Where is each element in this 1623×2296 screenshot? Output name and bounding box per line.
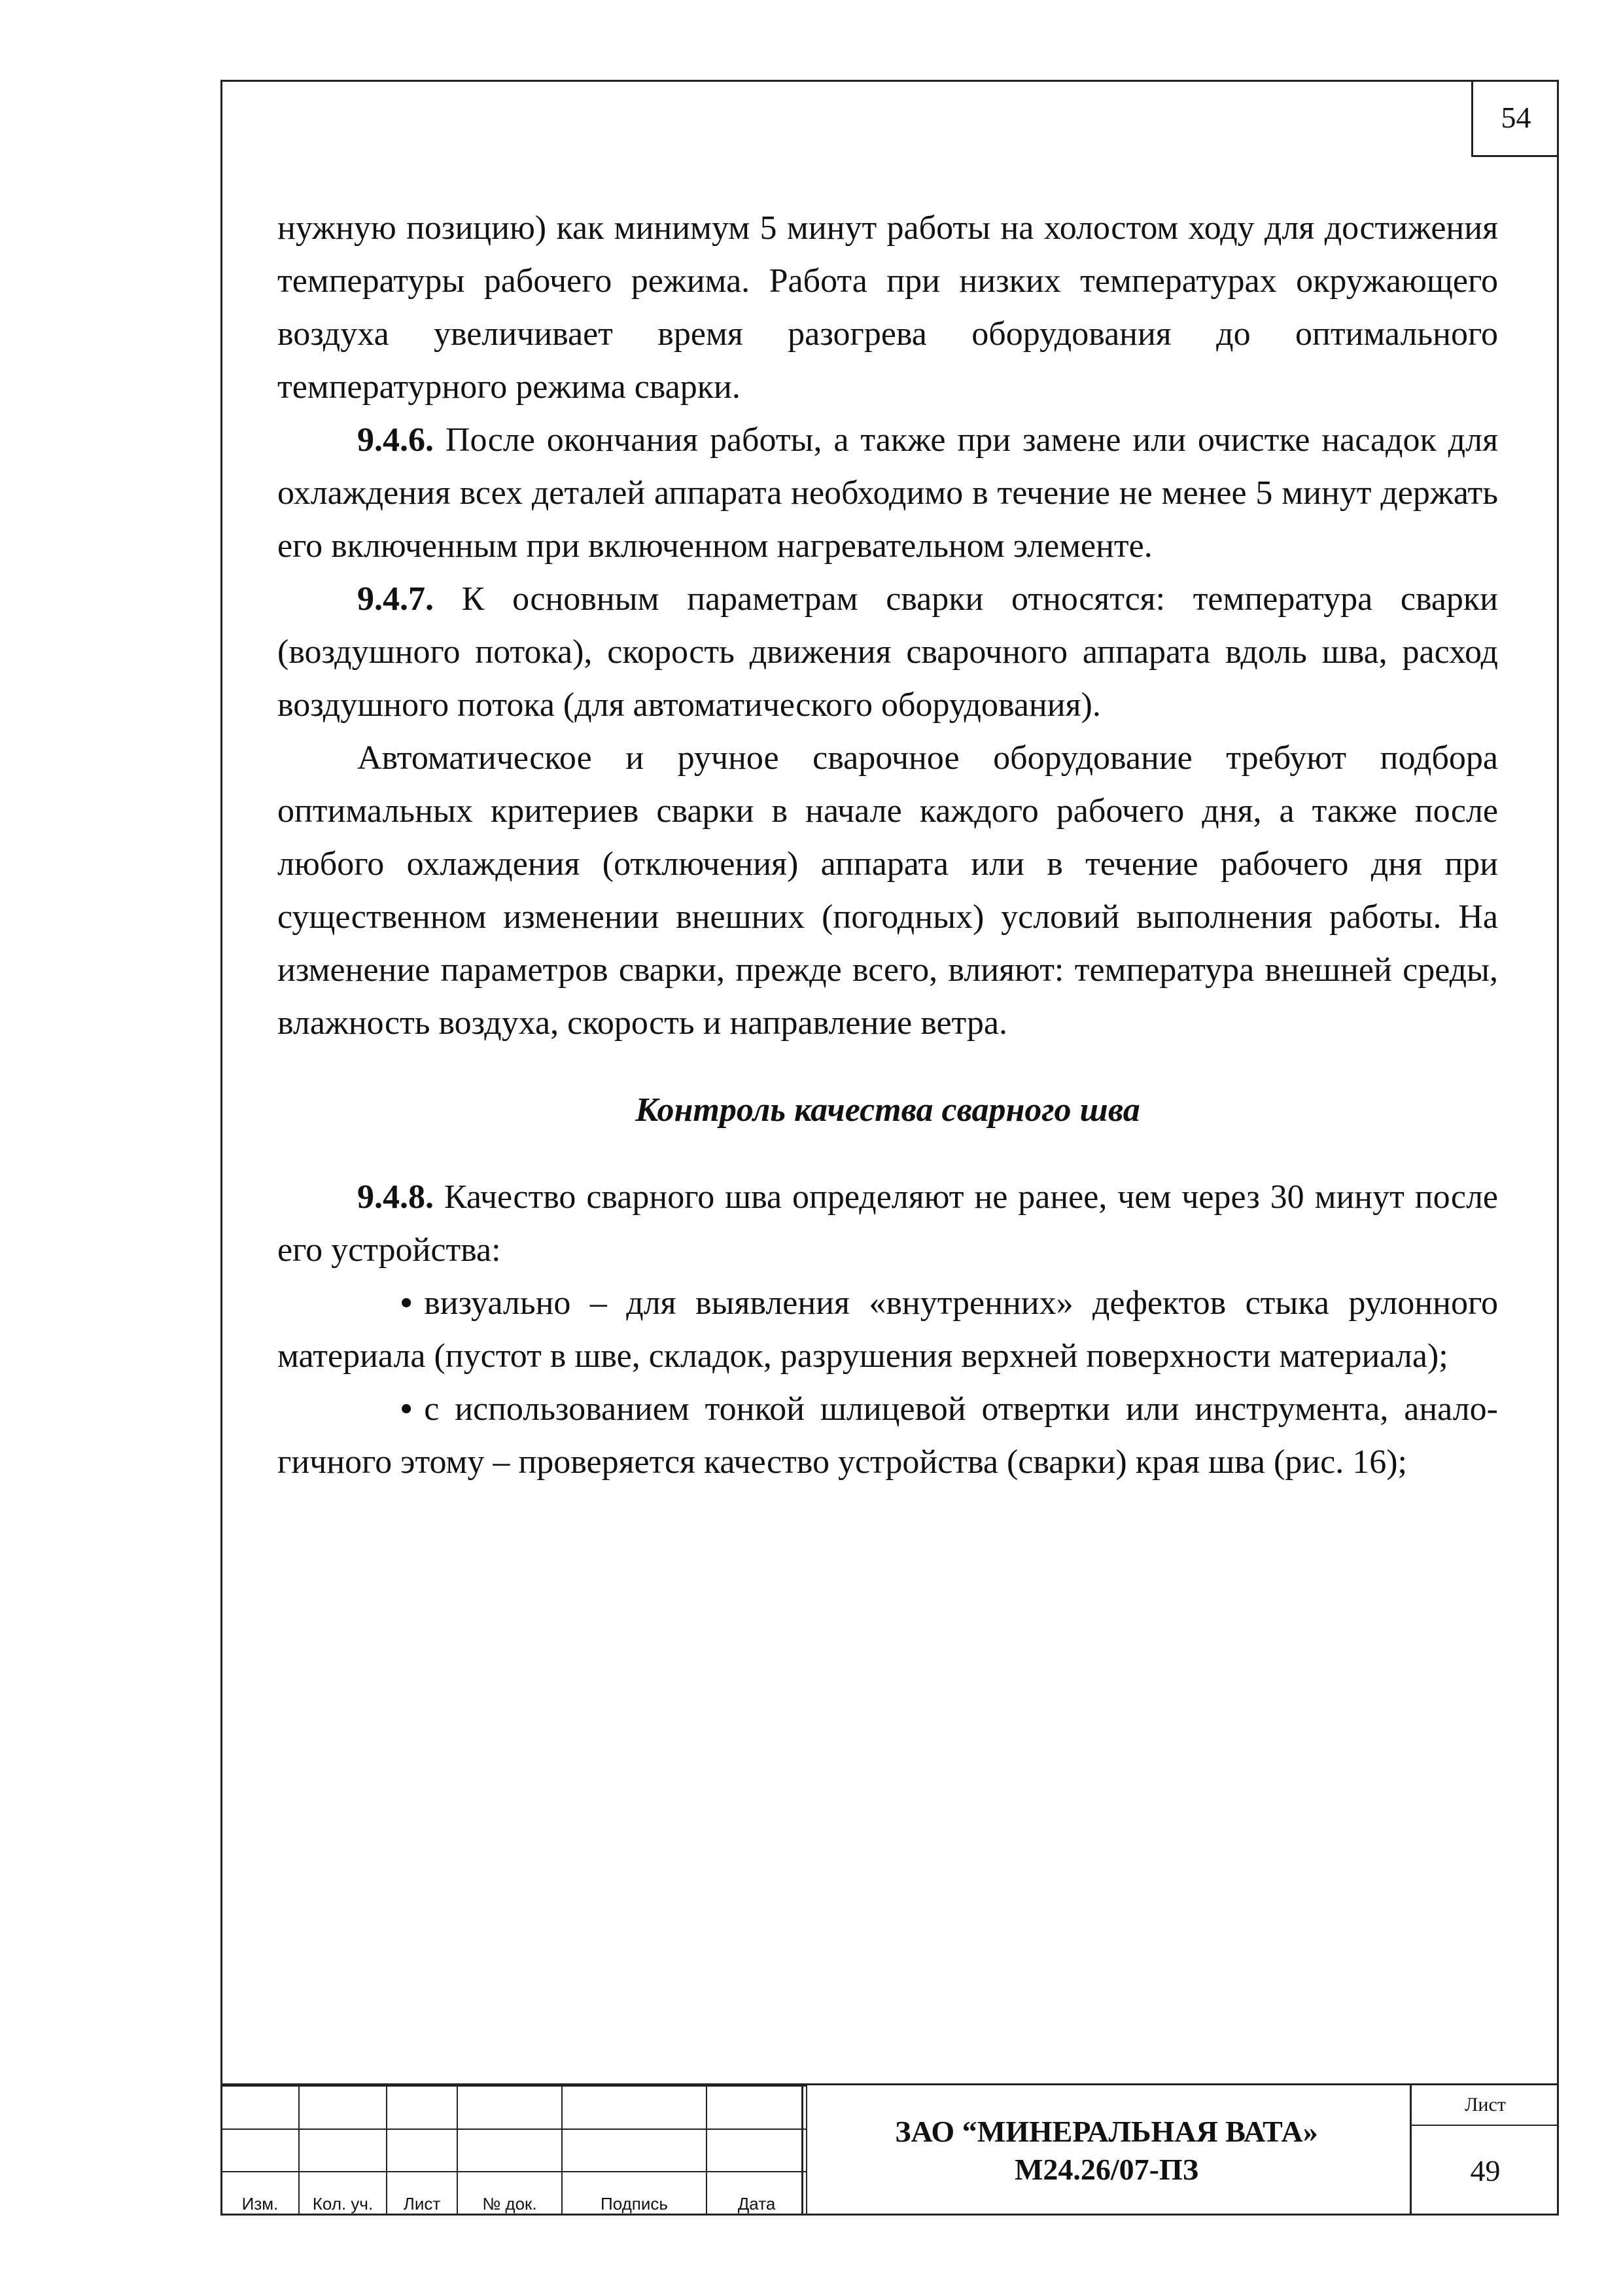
section-heading: Контроль качества сварного шва [635, 1091, 1140, 1129]
clause-text: После окончания работы, а также при замене или очистке насадок для охлаждения всех деталей аппарата необходимо в течение не менее 5 минут держать его включенным при включенном нагревательном элементе. [277, 421, 1498, 565]
col-doc-number: № док. [457, 2172, 562, 2215]
bullet-icon: • [400, 1390, 413, 1428]
paragraph-1: нужную позицию) как минимум 5 минут работы на холостом ходу для достижения температуры рабочего режима. Работа при низких температурах окружающего воздуха увеличивает время разогрева оборудования до оптимального температурного режима сварки. [277, 209, 1498, 406]
clause-text: Качество сварного шва определяют не ранее, чем через 30 минут после его устройства: [277, 1178, 1498, 1269]
document-code: М24.26/07-ПЗ [1014, 2152, 1199, 2186]
clause-number: 9.4.6. [357, 421, 434, 459]
bullet-text: визуально – для выявления «внутренних» дефектов стыка рулонного материала (пустот в шве, складок, разрушения верхней поверхности материала); [277, 1284, 1498, 1375]
clause-text: К основным параметрам сварки относятся: температура сварки (воздушного потока), скорость движения сварочного аппарата вдоль шва, расход воздушного потока (для автоматического оборудования). [277, 580, 1499, 724]
document-title-cell [801, 2085, 1410, 2216]
sheet-number: 49 [1470, 2154, 1501, 2187]
col-signature: Подпись [562, 2172, 707, 2215]
bullet-icon: • [400, 1284, 413, 1322]
organization-name: ЗАО “МИНЕРАЛЬНАЯ ВАТА» [895, 2114, 1318, 2148]
clause-number: 9.4.8. [357, 1178, 434, 1216]
revision-table [220, 2085, 807, 2216]
col-list: Лист [387, 2172, 457, 2215]
col-kol-uch: Кол. уч. [299, 2172, 387, 2215]
bullet-text: с использованием тонкой шлицевой отвертки или инструмента, аналогичного этому – проверяется качество устройства (сварки) края шва (рис. 16); [277, 1390, 1498, 1481]
col-izm: Изм. [221, 2172, 299, 2215]
sheet-label: Лист [1412, 2085, 1559, 2126]
paragraph-9-4-8 [277, 1171, 1498, 1277]
body-text [277, 202, 1498, 1489]
paragraph-welding-params: Автоматическое и ручное сварочное оборудование требуют подбора оптимальных критериев сварки в начале каждого рабочего дня, а также после любого охлаждения (отключения) аппарата или в течение рабочего дня при существенном изменении внешних (погодных) условий выполнения работы. На изменение параметров сварки, прежде всего, влияют: температура внешней среды, влажность воздуха, скорость и направление ветра. [277, 739, 1498, 1042]
corner-page-number: 54 [1471, 80, 1559, 157]
col-date: Дата [707, 2172, 807, 2215]
bullet-item-visual [277, 1277, 1498, 1383]
title-block [220, 2083, 1559, 2216]
bullet-item-screwdriver [277, 1383, 1498, 1489]
sheet-cell [1410, 2085, 1559, 2216]
clause-number: 9.4.7. [357, 580, 434, 618]
paragraph-9-4-6 [277, 414, 1498, 573]
paragraph-9-4-7 [277, 573, 1498, 732]
